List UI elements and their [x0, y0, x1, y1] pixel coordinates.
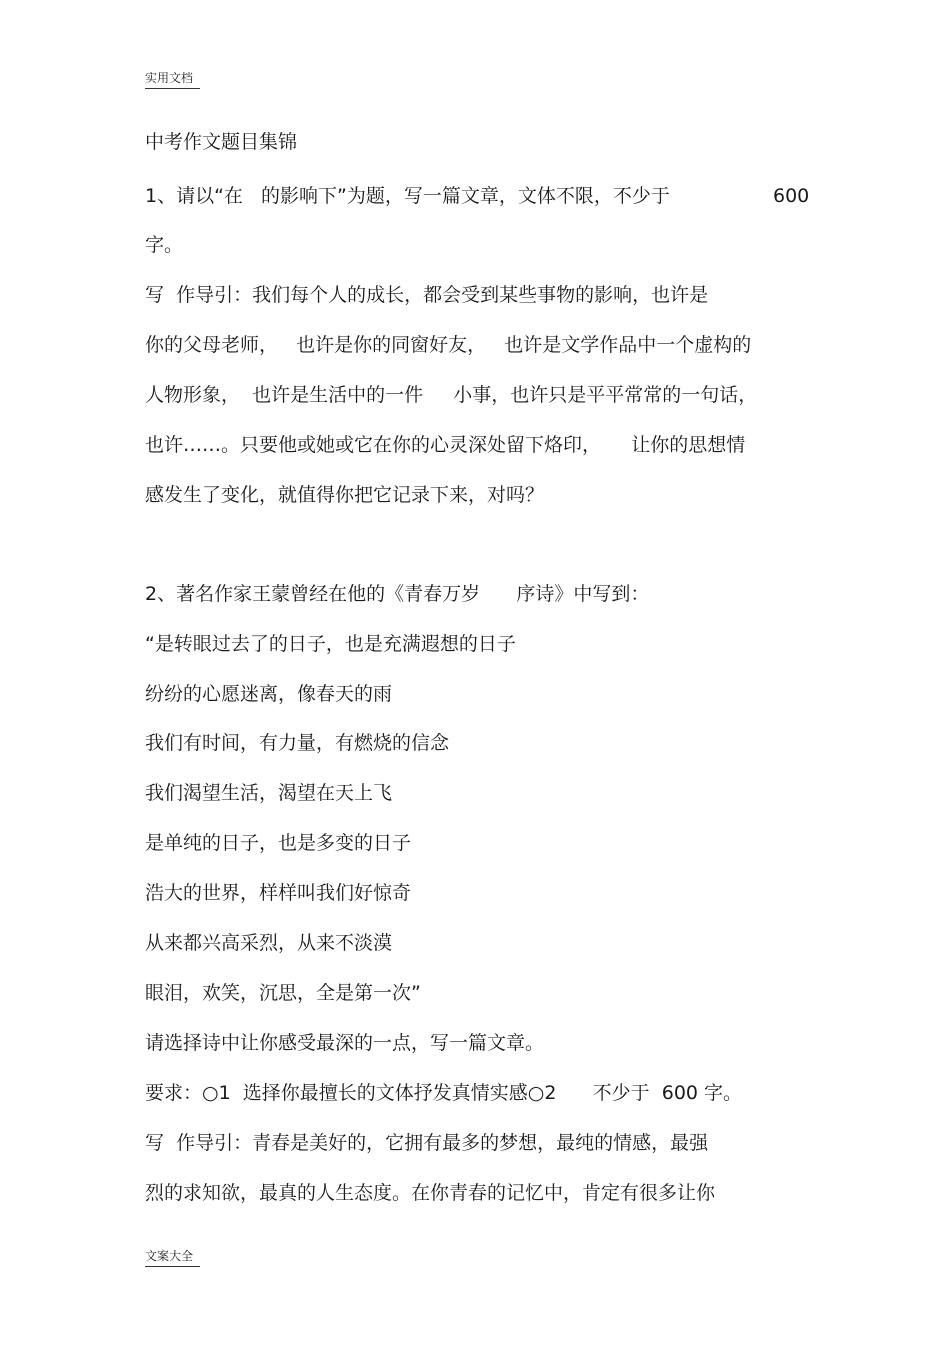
q2-poem-line: “是转眼过去了的日子，也是充满遐想的日子 [145, 633, 516, 655]
q1-guide-line: 人物形象， 也许是生活中的一件 小事，也许只是平平常常的一句话， [145, 384, 758, 406]
q2-requirements: 要求：○1 选择你最擅长的文体抒发真情实感○2 不少于 600 字。 [145, 1082, 743, 1104]
q2-poem-line: 我们渴望生活，渴望在天上飞 [145, 782, 393, 804]
q1-prompt-line1: 1、请以“在 的影响下”为题，写一篇文章，文体不限，不少于 [145, 185, 670, 207]
q1-guide-line: 感发生了变化，就值得你把它记录下来，对吗？ [145, 484, 545, 506]
header-label: 实用文档 [145, 70, 200, 89]
q2-poem-line: 眼泪，欢笑，沉思，全是第一次” [145, 982, 421, 1004]
footer-label: 文案大全 [145, 1248, 200, 1267]
q2-guide-line: 烈的求知欲，最真的人生态度。在你青春的记忆中，肯定有很多让你 [145, 1182, 716, 1204]
q2-poem-line: 从来都兴高采烈，从来不淡漠 [145, 932, 393, 954]
q2-guide-line: 写 作导引：青春是美好的，它拥有最多的梦想，最纯的情感，最强 [145, 1132, 709, 1154]
document-title: 中考作文题目集锦 [145, 131, 298, 153]
q2-intro: 2、著名作家王蒙曾经在他的《青春万岁 序诗》中写到： [145, 583, 650, 605]
q2-poem-line: 我们有时间，有力量，有燃烧的信念 [145, 732, 450, 754]
q2-poem-line: 纷纷的心愿迷离，像春天的雨 [145, 683, 393, 705]
q2-poem-line: 浩大的世界，样样叫我们好惊奇 [145, 882, 412, 904]
q1-guide-line: 也许……。只要他或她或它在你的心灵深处留下烙印， 让你的思想情 [145, 434, 746, 456]
q2-task: 请选择诗中让你感受最深的一点，写一篇文章。 [145, 1032, 545, 1054]
q1-prompt-number: 600 [773, 185, 810, 207]
q1-guide-line: 你的父母老师， 也许是你的同窗好友， 也许是文学作品中一个虚构的 [145, 334, 752, 356]
q2-poem-line: 是单纯的日子，也是多变的日子 [145, 832, 412, 854]
q1-prompt-line2: 字。 [145, 234, 184, 256]
q1-guide-line: 写 作导引：我们每个人的成长，都会受到某些事物的影响，也许是 [145, 284, 709, 306]
